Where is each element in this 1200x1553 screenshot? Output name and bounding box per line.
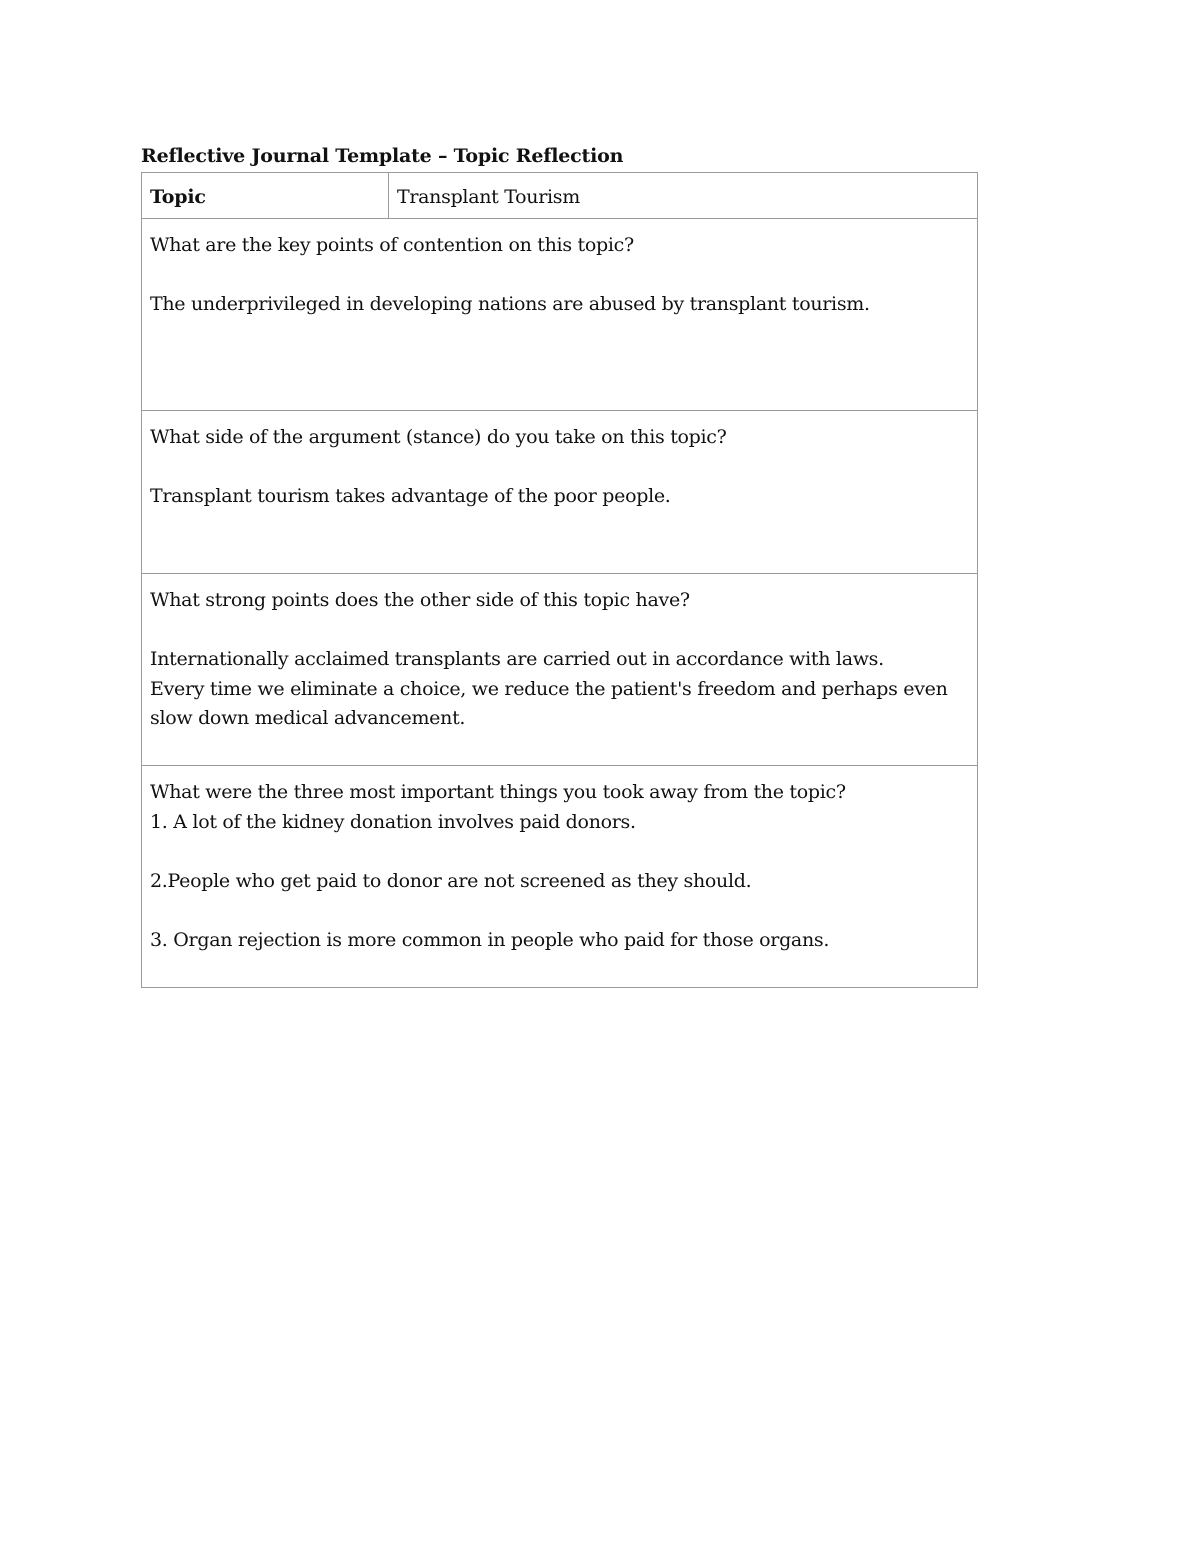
reflection-table [141,172,978,988]
topic-label: Topic [142,173,389,218]
section-takeaways [142,766,977,987]
section-answer: Transplant tourism takes advantage of the poor people. [150,485,671,508]
section-question: What strong points does the other side of this topic have? [150,589,690,611]
section-stance [142,411,977,574]
section-question: What are the key points of contention on this topic? [150,234,634,256]
takeaway-item: 3. Organ rejection is more common in people who paid for those organs. [150,928,830,951]
takeaway-item: 2.People who get paid to donor are not screened as they should. [150,869,752,892]
section-question: What were the three most important things you took away from the topic? [150,781,846,803]
section-key-points [142,219,977,411]
section-answer-line: Internationally acclaimed transplants are carried out in accordance with laws. [150,648,884,671]
section-other-side [142,574,977,766]
topic-value: Transplant Tourism [397,186,580,208]
section-answer-line: Every time we eliminate a choice, we reduce the patient's freedom and perhaps even [150,677,948,700]
takeaway-item: 1. A lot of the kidney donation involves paid donors. [150,810,636,833]
section-answer: The underprivileged in developing nations are abused by transplant tourism. [150,293,870,316]
section-answer-line: slow down medical advancement. [150,707,466,730]
section-question: What side of the argument (stance) do you take on this topic? [150,426,727,448]
document-title: Reflective Journal Template – Topic Reflection [141,145,624,167]
topic-row [142,173,977,219]
